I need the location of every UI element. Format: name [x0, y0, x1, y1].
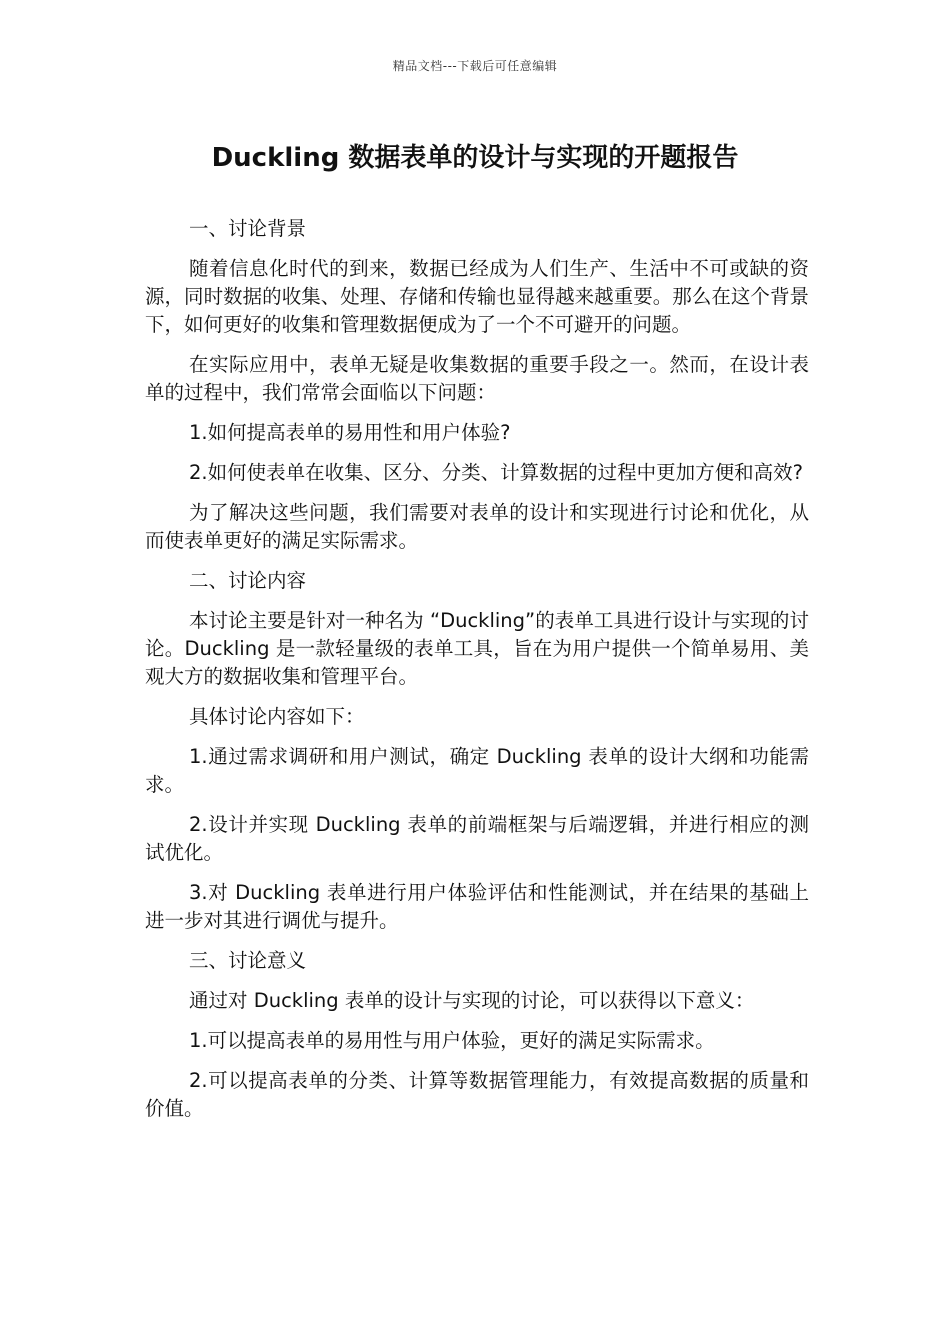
paragraph: 通过对 Duckling 表单的设计与实现的讨论，可以获得以下意义： [189, 989, 755, 1012]
paragraph: 随着信息化时代的到来，数据已经成为人们生产、生活中不可或缺的资源，同时数据的收集、处理、存储和传输也显得越来越重要。那么在这个背景下，如何更好的收集和管理数据便成为了一个不可避开的问题。 [145, 257, 809, 336]
paragraph: 具体讨论内容如下： [189, 705, 365, 728]
paragraph: 本讨论主要是针对一种名为 “Duckling”的表单工具进行设计与实现的讨论。Duckling 是一款轻量级的表单工具，旨在为用户提供一个简单易用、美观大方的数据收集和管理平台。 [145, 609, 809, 688]
list-item: 1.通过需求调研和用户测试，确定 Duckling 表单的设计大纲和功能需求。 [145, 745, 809, 796]
document-title: Duckling 数据表单的设计与实现的开题报告 [211, 143, 739, 173]
paragraph: 为了解决这些问题，我们需要对表单的设计和实现进行讨论和优化，从而使表单更好的满足实际需求。 [145, 501, 809, 552]
list-item: 2.设计并实现 Duckling 表单的前端框架与后端逻辑，并进行相应的测试优化。 [145, 813, 809, 864]
header-note: 精品文档---下载后可任意编辑 [392, 59, 558, 73]
list-item: 3.对 Duckling 表单进行用户体验评估和性能测试，并在结果的基础上进一步对其进行调优与提升。 [145, 881, 809, 932]
section-heading-significance: 三、讨论意义 [189, 949, 307, 972]
list-item: 2.如何使表单在收集、区分、分类、计算数据的过程中更加方便和高效? [189, 461, 803, 484]
section-heading-content: 二、讨论内容 [189, 569, 307, 592]
list-item: 2.可以提高表单的分类、计算等数据管理能力，有效提高数据的质量和价值。 [145, 1069, 809, 1120]
section-heading-background: 一、讨论背景 [189, 217, 307, 240]
list-item: 1.可以提高表单的易用性与用户体验，更好的满足实际需求。 [189, 1029, 715, 1052]
document-body [145, 215, 809, 1135]
list-item: 1.如何提高表单的易用性和用户体验? [189, 421, 511, 444]
paragraph: 在实际应用中，表单无疑是收集数据的重要手段之一。然而，在设计表单的过程中，我们常常会面临以下问题： [145, 353, 809, 404]
